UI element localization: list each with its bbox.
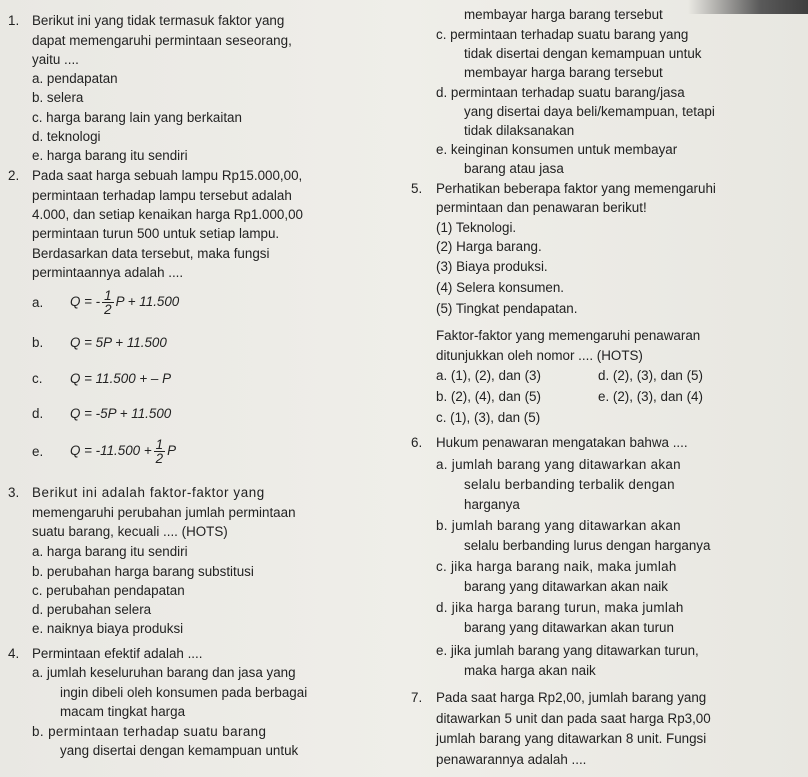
q2-option-b-label: b. — [32, 335, 44, 350]
formula-part: Q = -11.500 + — [70, 443, 152, 458]
q6-option-b-cont: selalu berbanding lurus dengan harganya — [464, 538, 711, 553]
q6-option-a-cont: selalu berbanding terbalik dengan — [464, 477, 675, 492]
q2-line: permintaan turun 500 untuk setiap lampu. — [32, 226, 280, 241]
q3-line: memengaruhi perubahan jumlah permintaan — [32, 505, 296, 520]
q5-number: 5. — [411, 181, 423, 196]
q2-option-a-label: a. — [32, 295, 44, 310]
q1-option-e: e. harga barang itu sendiri — [32, 148, 188, 163]
q2-line: permintaan terhadap lampu tersebut adalah — [32, 188, 292, 203]
q6-option-e: e. jika jumlah barang yang ditawarkan turun, — [436, 643, 699, 658]
q4-option-b: b. permintaan terhadap suatu barang — [32, 724, 267, 739]
q4-option-a-cont: ingin dibeli oleh konsumen pada berbagai — [60, 685, 308, 700]
q5-option-e: e. (2), (3), dan (4) — [598, 389, 703, 404]
q2-number: 2. — [8, 168, 20, 183]
q5-option-a: a. (1), (2), dan (3) — [436, 368, 541, 383]
q3-option-a: a. harga barang itu sendiri — [32, 544, 188, 559]
page-corner-shadow — [688, 0, 808, 14]
q7-number: 7. — [411, 690, 423, 705]
q2-line: permintaannya adalah .... — [32, 265, 184, 280]
q7-line: ditawarkan 5 unit dan pada saat harga Rp3,00 — [436, 711, 711, 726]
q1-line: dapat memengaruhi permintaan seseorang, — [32, 33, 292, 48]
q7-line: penawarannya adalah .... — [436, 752, 587, 767]
fraction-numerator: 1 — [155, 436, 164, 452]
q5-item: (5) Tingkat pendapatan. — [436, 301, 578, 316]
q3-option-c: c. perubahan pendapatan — [32, 583, 185, 598]
q6-option-a: a. jumlah barang yang ditawarkan akan — [436, 457, 681, 472]
q2-option-e-formula — [70, 435, 176, 467]
q2-option-c-label: c. — [32, 371, 43, 386]
fraction-denominator: 2 — [155, 450, 164, 466]
q3-line: suatu barang, kecuali .... (HOTS) — [32, 524, 228, 539]
fraction-denominator: 2 — [104, 301, 112, 317]
q6-option-d-cont: barang yang ditawarkan akan turun — [464, 620, 674, 635]
q3-option-d: d. perubahan selera — [32, 602, 152, 617]
q4-option-a: a. jumlah keseluruhan barang dan jasa yang — [32, 665, 296, 680]
q6-option-a-cont: harganya — [464, 497, 520, 512]
q4-option-c-cont: membayar harga barang tersebut — [464, 65, 663, 80]
q4-option-a-cont: macam tingkat harga — [60, 704, 186, 719]
q5-item: (4) Selera konsumen. — [436, 280, 565, 295]
q3-number: 3. — [8, 485, 20, 500]
q1-option-d: d. teknologi — [32, 129, 101, 144]
q4-option-d-cont: tidak dilaksanakan — [464, 123, 575, 138]
q6-number: 6. — [411, 435, 423, 450]
q4-option-c: c. permintaan terhadap suatu barang yang — [436, 27, 689, 42]
q5-line: ditunjukkan oleh nomor .... (HOTS) — [436, 348, 643, 363]
q1-option-b: b. selera — [32, 90, 84, 105]
q2-option-b-formula: Q = 5P + 11.500 — [70, 335, 167, 350]
q1-line: yaitu .... — [32, 52, 79, 67]
q4-option-c-cont: tidak disertai dengan kemampuan untuk — [464, 46, 702, 61]
q4-option-e: e. keinginan konsumen untuk membayar — [436, 142, 678, 157]
q5-line: Faktor-faktor yang memengaruhi penawaran — [436, 328, 701, 343]
fraction-numerator: 1 — [104, 287, 112, 303]
formula-part: P + 11.500 — [115, 294, 180, 309]
q2-line: 4.000, dan setiap kenaikan harga Rp1.000,00 — [32, 207, 303, 222]
q2-line: Berdasarkan data tersebut, maka fungsi — [32, 246, 270, 261]
q1-option-a: a. pendapatan — [32, 71, 118, 86]
q3-line: Berikut ini adalah faktor-faktor yang — [32, 485, 265, 500]
q5-line: Perhatikan beberapa faktor yang memengaruhi — [436, 181, 716, 196]
q1-number: 1. — [8, 13, 20, 28]
q4-line: Permintaan efektif adalah .... — [32, 646, 203, 661]
q5-item: (2) Harga barang. — [436, 239, 542, 254]
q4-option-d: d. permintaan terhadap suatu barang/jasa — [436, 85, 685, 100]
q6-option-e-cont: maka harga akan naik — [464, 663, 596, 678]
q2-option-a-formula — [70, 286, 179, 318]
q4-number: 4. — [8, 646, 20, 661]
q7-line: jumlah barang yang ditawarkan 8 unit. Fungsi — [436, 731, 707, 746]
q1-option-c: c. harga barang lain yang berkaitan — [32, 110, 242, 125]
q2-option-e-label: e. — [32, 444, 44, 459]
q2-option-d-label: d. — [32, 406, 44, 421]
q2-option-d-formula: Q = -5P + 11.500 — [70, 406, 172, 421]
fraction — [154, 438, 165, 465]
q7-line: Pada saat harga Rp2,00, jumlah barang yang — [436, 690, 707, 705]
q4-option-b-cont: membayar harga barang tersebut — [464, 7, 663, 22]
q4-option-d-cont: yang disertai daya beli/kemampuan, tetapi — [464, 104, 715, 119]
q3-option-b: b. perubahan harga barang substitusi — [32, 564, 254, 579]
q5-line: permintaan dan penawaran berikut! — [436, 200, 647, 215]
fraction — [102, 289, 113, 316]
q1-line: Berikut ini yang tidak termasuk faktor yang — [32, 13, 285, 28]
q6-option-d: d. jika harga barang turun, maka jumlah — [436, 600, 684, 615]
q4-option-e-cont: barang atau jasa — [464, 161, 564, 176]
q5-option-b: b. (2), (4), dan (5) — [436, 389, 541, 404]
q4-option-b-cont: yang disertai dengan kemampuan untuk — [60, 743, 299, 758]
q6-line: Hukum penawaran mengatakan bahwa .... — [436, 435, 688, 450]
q3-option-e: e. naiknya biaya produksi — [32, 621, 184, 636]
formula-part: Q = - — [70, 294, 101, 309]
q6-option-c: c. jika harga barang naik, maka jumlah — [436, 559, 677, 574]
q6-option-c-cont: barang yang ditawarkan akan naik — [464, 579, 668, 594]
q5-item: (3) Biaya produksi. — [436, 259, 548, 274]
q6-option-b: b. jumlah barang yang ditawarkan akan — [436, 518, 681, 533]
formula-part: P — [167, 443, 177, 458]
q5-item: (1) Teknologi. — [436, 220, 517, 235]
q5-option-c: c. (1), (3), dan (5) — [436, 410, 541, 425]
q2-line: Pada saat harga sebuah lampu Rp15.000,00, — [32, 168, 303, 183]
q2-option-c-formula: Q = 11.500 + – P — [70, 371, 171, 386]
q5-option-d: d. (2), (3), dan (5) — [598, 368, 703, 383]
